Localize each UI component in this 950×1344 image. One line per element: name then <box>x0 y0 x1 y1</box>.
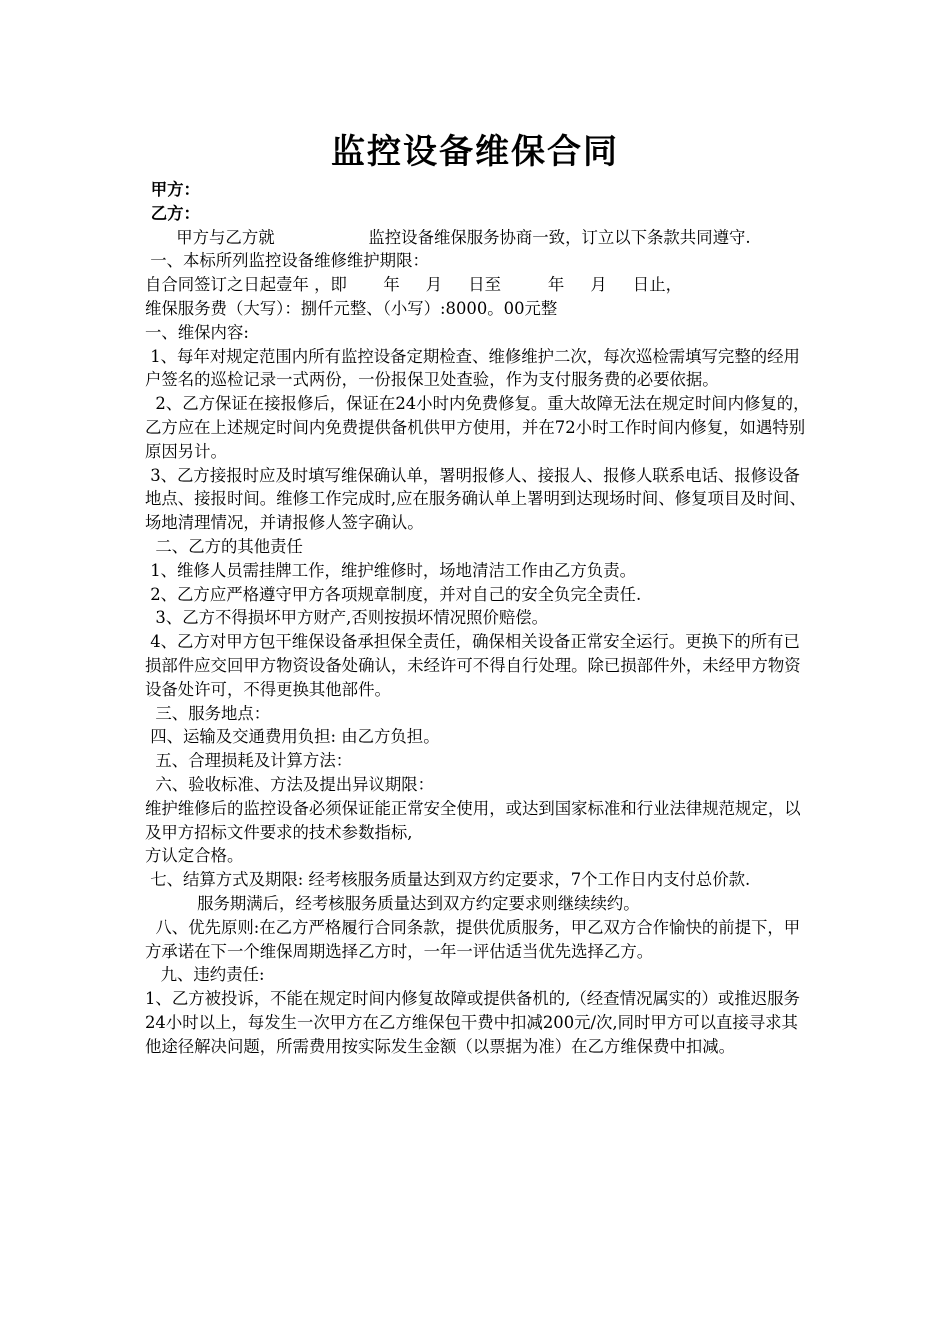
contract-title: 监控设备维保合同 <box>331 132 619 172</box>
responsibility-item-1: 1、维修人员需挂牌工作，维护维修时，场地清洁工作由乙方负责。 <box>145 560 636 580</box>
term-heading: 一、本标所列监控设备维修维护期限： <box>145 251 429 271</box>
acceptance-heading: 六、验收标准、方法及提出异议期限： <box>145 774 435 794</box>
service-location-heading: 三、服务地点： <box>145 703 271 723</box>
settlement-paragraph: 七、结算方式及期限: 经考核服务质量达到双方约定要求，7个工作日内支付总价款. <box>145 870 751 890</box>
term-dates-line: 自合同签订之日起壹年 ，即 年 月 日至 年 月 日止， <box>145 275 682 295</box>
responsibility-item-4: 4、乙方对甲方包干维保设备承担保全责任，确保相关设备正常安全运行。更换下的所有已损部件应交回甲方物资设备处确认，未经许可不得自行处理。除已损部件外，未经甲方物资设备处许可，不得更换其他部件。 <box>145 632 801 699</box>
contract-body <box>145 178 810 1058</box>
content-item-2: 2、乙方保证在接报修后，保证在24小时内免费修复。重大故障无法在规定时间内修复的，乙方应在上述规定时间内免费提供备机供甲方使用，并在72小时工作时间内修复，如遇特别原因另计。 <box>145 394 810 461</box>
preamble-paragraph: 甲方与乙方就 监控设备维保服务协商一致，订立以下条款共同遵守. <box>145 227 751 247</box>
maintenance-content-heading: 一、维保内容: <box>145 322 249 342</box>
acceptance-conclusion: 方认定合格。 <box>145 846 244 866</box>
loss-calculation-heading: 五、合理损耗及计算方法： <box>145 751 353 771</box>
party-b-line: 乙方： <box>145 203 200 223</box>
responsibility-item-3: 3、乙方不得损坏甲方财产,否则按损坏情况照价赔偿。 <box>145 608 549 628</box>
renewal-paragraph: 服务期满后，经考核服务质量达到双方约定要求则继续续约。 <box>145 893 640 913</box>
responsibility-item-2: 2、乙方应严格遵守甲方各项规章制度，并对自己的安全负完全责任. <box>145 584 642 604</box>
acceptance-paragraph: 维护维修后的监控设备必须保证能正常安全使用，或达到国家标准和行业法律规范规定，以及甲方招标文件要求的技术参数指标, <box>145 798 801 842</box>
breach-heading: 九、违约责任: <box>145 965 265 985</box>
party-a-line: 甲方： <box>145 180 200 199</box>
content-item-3: 3、乙方接报时应及时填写维保确认单，署明报修人、接报人、报修人联系电话、报修设备地点、接报时间。维修工作完成时,应在服务确认单上署明到达现场时间、修复项目及时间、场地清理情况，并请报修人签字确认。 <box>145 465 806 533</box>
service-fee-line: 维保服务费（大写）：捌仟元整、（小写）:8000。00元整 <box>145 298 558 318</box>
breach-item-1: 1、乙方被投诉，不能在规定时间内修复故障或提供备机的,（经查情况属实的）或推迟服务24小时以上，每发生一次甲方在乙方维保包干费中扣减200元/次,同时甲方可以直接寻求其他途径解决问题，所需费用按实际发生金额（以票据为准）在乙方维保费中扣减。 <box>145 989 800 1056</box>
transport-cost-line: 四、运输及交通费用负担: 由乙方负担。 <box>145 727 440 747</box>
content-item-1: 1、每年对规定范围内所有监控设备定期检查、维修维护二次，每次巡检需填写完整的经用户签名的巡检记录一式两份，一份报保卫处查验，作为支付服务费的必要依据。 <box>145 346 800 390</box>
other-responsibilities-heading: 二、乙方的其他责任 <box>145 536 303 556</box>
priority-paragraph: 八、优先原则:在乙方严格履行合同条款，提供优质服务，甲乙双方合作愉快的前提下，甲方承诺在下一个维保周期选择乙方时，一年一评估适当优先选择乙方。 <box>145 917 801 961</box>
